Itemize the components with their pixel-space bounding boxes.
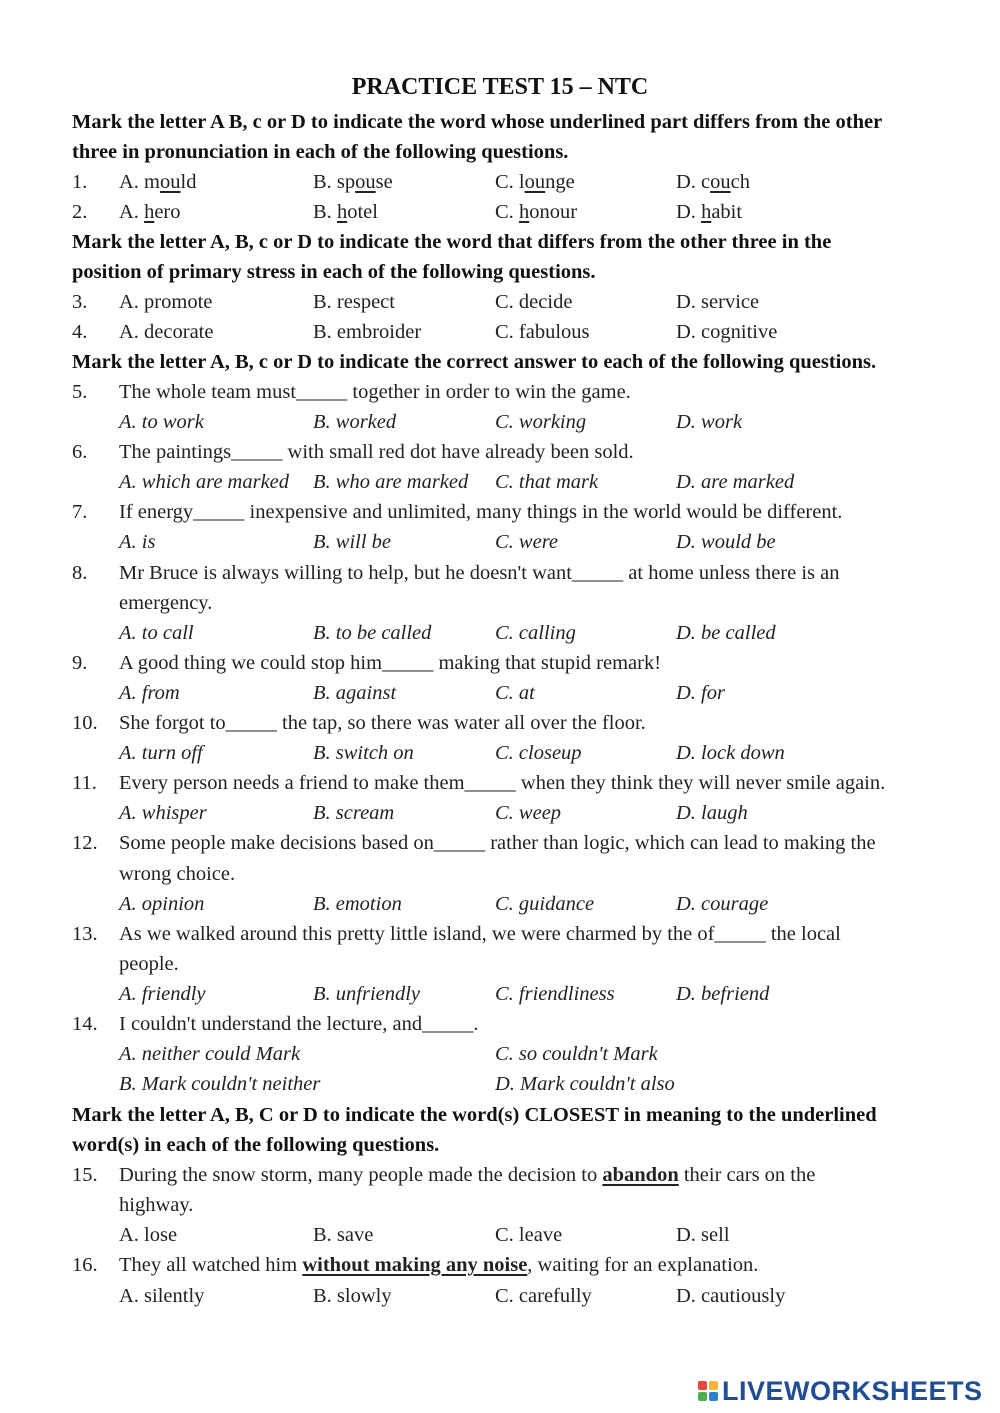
q6-option-c[interactable]: C. that mark	[495, 471, 599, 493]
instruction-pronunciation-line1: Mark the letter A B, c or D to indicate the word whose underlined part differs from the other	[72, 111, 883, 133]
q6-option-a[interactable]: A. which are marked	[119, 471, 290, 493]
option-text: abit	[711, 201, 743, 223]
q5-option-b[interactable]: B. worked	[313, 411, 397, 433]
q2-option-a[interactable]	[119, 197, 181, 227]
option-text: D.	[676, 201, 702, 223]
q15-option-d[interactable]: D. sell	[676, 1224, 730, 1246]
q12-stem-line1: Some people make decisions based on_____ rather than logic, which can lead to making the	[119, 832, 876, 854]
logo-square	[709, 1392, 718, 1401]
logo-text: LIVEWORKSHEETS	[722, 1375, 983, 1406]
underlined-part: ou	[160, 171, 181, 193]
underlined-part: h	[518, 201, 530, 223]
stem-text: , waiting for an explanation.	[527, 1254, 759, 1276]
q7-option-b[interactable]: B. will be	[313, 531, 392, 553]
question-number: 15.	[72, 1164, 98, 1186]
q10-option-a[interactable]: A. turn off	[119, 742, 203, 764]
question-number: 1.	[72, 171, 88, 193]
option-text: nge	[545, 171, 575, 193]
stem-text: their cars on the	[678, 1164, 816, 1186]
q9-stem: A good thing we could stop him_____ making that stupid remark!	[119, 652, 662, 674]
q16-option-a[interactable]: A. silently	[119, 1285, 205, 1307]
logo-square	[698, 1381, 707, 1390]
q1-option-c[interactable]	[495, 167, 575, 197]
q15-stem-line1	[119, 1160, 815, 1190]
q1-option-d[interactable]	[676, 167, 750, 197]
q7-stem: If energy_____ inexpensive and unlimited, many things in the world would be different.	[119, 501, 843, 523]
question-number: 11.	[72, 772, 97, 794]
logo-square	[698, 1392, 707, 1401]
q12-option-c[interactable]: C. guidance	[495, 893, 595, 915]
q9-option-b[interactable]: B. against	[313, 682, 397, 704]
q2-option-d[interactable]	[676, 197, 742, 227]
q5-option-d[interactable]: D. work	[676, 411, 743, 433]
option-text: ch	[730, 171, 751, 193]
q14-stem: I couldn't understand the lecture, and_____.	[119, 1013, 479, 1035]
q8-stem-line2: emergency.	[119, 592, 213, 614]
q10-option-b[interactable]: B. switch on	[313, 742, 414, 764]
q12-option-a[interactable]: A. opinion	[119, 893, 205, 915]
q8-stem-line1: Mr Bruce is always willing to help, but he doesn't want_____ at home unless there is an	[119, 562, 840, 584]
q13-option-b[interactable]: B. unfriendly	[313, 983, 421, 1005]
q14-option-a[interactable]: A. neither could Mark	[119, 1043, 301, 1065]
q14-option-c[interactable]: C. so couldn't Mark	[495, 1043, 658, 1065]
q3-option-b[interactable]: B. respect	[313, 291, 395, 313]
instruction-correct-answer: Mark the letter A, B, c or D to indicate the correct answer to each of the following questions.	[72, 351, 877, 373]
option-text: A.	[119, 201, 145, 223]
question-number: 9.	[72, 652, 88, 674]
q1-option-b[interactable]	[313, 167, 393, 197]
q7-option-d[interactable]: D. would be	[676, 531, 776, 553]
q8-option-b[interactable]: B. to be called	[313, 622, 432, 644]
question-number: 13.	[72, 923, 98, 945]
option-text: B.	[313, 201, 337, 223]
option-text: D. c	[676, 171, 711, 193]
question-number: 14.	[72, 1013, 98, 1035]
q1-option-a[interactable]	[119, 167, 196, 197]
question-number: 2.	[72, 201, 88, 223]
q11-option-a[interactable]: A. whisper	[119, 802, 207, 824]
q13-option-c[interactable]: C. friendliness	[495, 983, 615, 1005]
q11-stem: Every person needs a friend to make them_____ when they think they will never smile again.	[119, 772, 886, 794]
question-number: 12.	[72, 832, 98, 854]
q15-option-b[interactable]: B. save	[313, 1224, 374, 1246]
option-text: ld	[180, 171, 197, 193]
q2-option-c[interactable]	[495, 197, 577, 227]
underlined-phrase: without making any noise	[302, 1254, 528, 1276]
q14-option-b[interactable]: B. Mark couldn't neither	[119, 1073, 321, 1095]
q4-option-d[interactable]: D. cognitive	[676, 321, 778, 343]
q6-stem: The paintings_____ with small red dot have already been sold.	[119, 441, 634, 463]
instruction-pronunciation-line2: three in pronunciation in each of the following questions.	[72, 141, 569, 163]
q8-option-c[interactable]: C. calling	[495, 622, 576, 644]
q7-option-c[interactable]: C. were	[495, 531, 559, 553]
q10-option-d[interactable]: D. lock down	[676, 742, 785, 764]
q9-option-c[interactable]: C. at	[495, 682, 535, 704]
underlined-part: ou	[710, 171, 731, 193]
liveworksheets-logo[interactable]	[698, 1376, 983, 1406]
q3-option-c[interactable]: C. decide	[495, 291, 573, 313]
stem-text: They all watched him	[119, 1254, 303, 1276]
q8-option-a[interactable]: A. to call	[119, 622, 194, 644]
option-text: onour	[529, 201, 578, 223]
question-number: 6.	[72, 441, 88, 463]
q8-option-d[interactable]: D. be called	[676, 622, 776, 644]
q5-stem: The whole team must_____ together in order to win the game.	[119, 381, 631, 403]
q3-option-a[interactable]: A. promote	[119, 291, 213, 313]
q5-option-a[interactable]: A. to work	[119, 411, 204, 433]
logo-square	[709, 1381, 718, 1390]
q16-option-c[interactable]: C. carefully	[495, 1285, 592, 1307]
q7-option-a[interactable]: A. is	[119, 531, 156, 553]
option-text: A. m	[119, 171, 160, 193]
liveworksheets-logo-icon	[698, 1381, 718, 1401]
q13-stem-line1: As we walked around this pretty little island, we were charmed by the of_____ the local	[119, 923, 841, 945]
page-title: PRACTICE TEST 15 – NTC	[351, 74, 649, 100]
option-text: otel	[347, 201, 378, 223]
underlined-part: ou	[355, 171, 376, 193]
question-number: 3.	[72, 291, 88, 313]
instruction-stress-line1: Mark the letter A, B, c or D to indicate the word that differs from the other three in the	[72, 231, 832, 253]
q4-option-c[interactable]: C. fabulous	[495, 321, 590, 343]
underlined-part: h	[144, 201, 155, 223]
q16-option-d[interactable]: D. cautiously	[676, 1285, 786, 1307]
q15-option-a[interactable]: A. lose	[119, 1224, 178, 1246]
q12-option-b[interactable]: B. emotion	[313, 893, 402, 915]
question-number: 4.	[72, 321, 88, 343]
underlined-part: ou	[524, 171, 546, 193]
underlined-part: h	[336, 201, 348, 223]
question-number: 16.	[72, 1254, 98, 1276]
q5-option-c[interactable]: C. working	[495, 411, 587, 433]
option-text: se	[375, 171, 393, 193]
q6-option-b[interactable]: B. who are marked	[313, 471, 469, 493]
question-number: 10.	[72, 712, 98, 734]
option-text: C.	[495, 201, 519, 223]
q6-option-d[interactable]: D. are marked	[676, 471, 795, 493]
option-text: C. l	[495, 171, 525, 193]
q11-option-b[interactable]: B. scream	[313, 802, 395, 824]
question-number: 5.	[72, 381, 88, 403]
q9-option-d[interactable]: D. for	[676, 682, 725, 704]
instruction-closest-line2: word(s) in each of the following questions.	[72, 1134, 440, 1156]
q4-option-a[interactable]: A. decorate	[119, 321, 214, 343]
q11-option-c[interactable]: C. weep	[495, 802, 562, 824]
q4-option-b[interactable]: B. embroider	[313, 321, 422, 343]
q3-option-d[interactable]: D. service	[676, 291, 760, 313]
underlined-part: h	[701, 201, 712, 223]
option-text: B. sp	[313, 171, 356, 193]
instruction-closest-line1: Mark the letter A, B, C or D to indicate the word(s) CLOSEST in meaning to the underlined	[72, 1104, 877, 1126]
q13-option-d[interactable]: D. befriend	[676, 983, 770, 1005]
q16-option-b[interactable]: B. slowly	[313, 1285, 392, 1307]
q12-stem-line2: wrong choice.	[119, 863, 236, 885]
question-number: 8.	[72, 562, 88, 584]
underlined-word: abandon	[602, 1164, 679, 1186]
q10-stem: She forgot to_____ the tap, so there was water all over the floor.	[119, 712, 646, 734]
q10-option-c[interactable]: C. closeup	[495, 742, 582, 764]
q2-option-b[interactable]	[313, 197, 378, 227]
q11-option-d[interactable]: D. laugh	[676, 802, 748, 824]
q15-stem-line2: highway.	[119, 1194, 194, 1216]
q9-option-a[interactable]: A. from	[119, 682, 180, 704]
q13-stem-line2: people.	[119, 953, 179, 975]
instruction-stress-line2: position of primary stress in each of the following questions.	[72, 261, 596, 283]
stem-text: During the snow storm, many people made the decision to	[119, 1164, 603, 1186]
q12-option-d[interactable]: D. courage	[676, 893, 769, 915]
option-text: ero	[154, 201, 181, 223]
q15-option-c[interactable]: C. leave	[495, 1224, 563, 1246]
q14-option-d[interactable]: D. Mark couldn't also	[495, 1073, 675, 1095]
q13-option-a[interactable]: A. friendly	[119, 983, 206, 1005]
question-number: 7.	[72, 501, 88, 523]
q16-stem	[119, 1250, 758, 1280]
